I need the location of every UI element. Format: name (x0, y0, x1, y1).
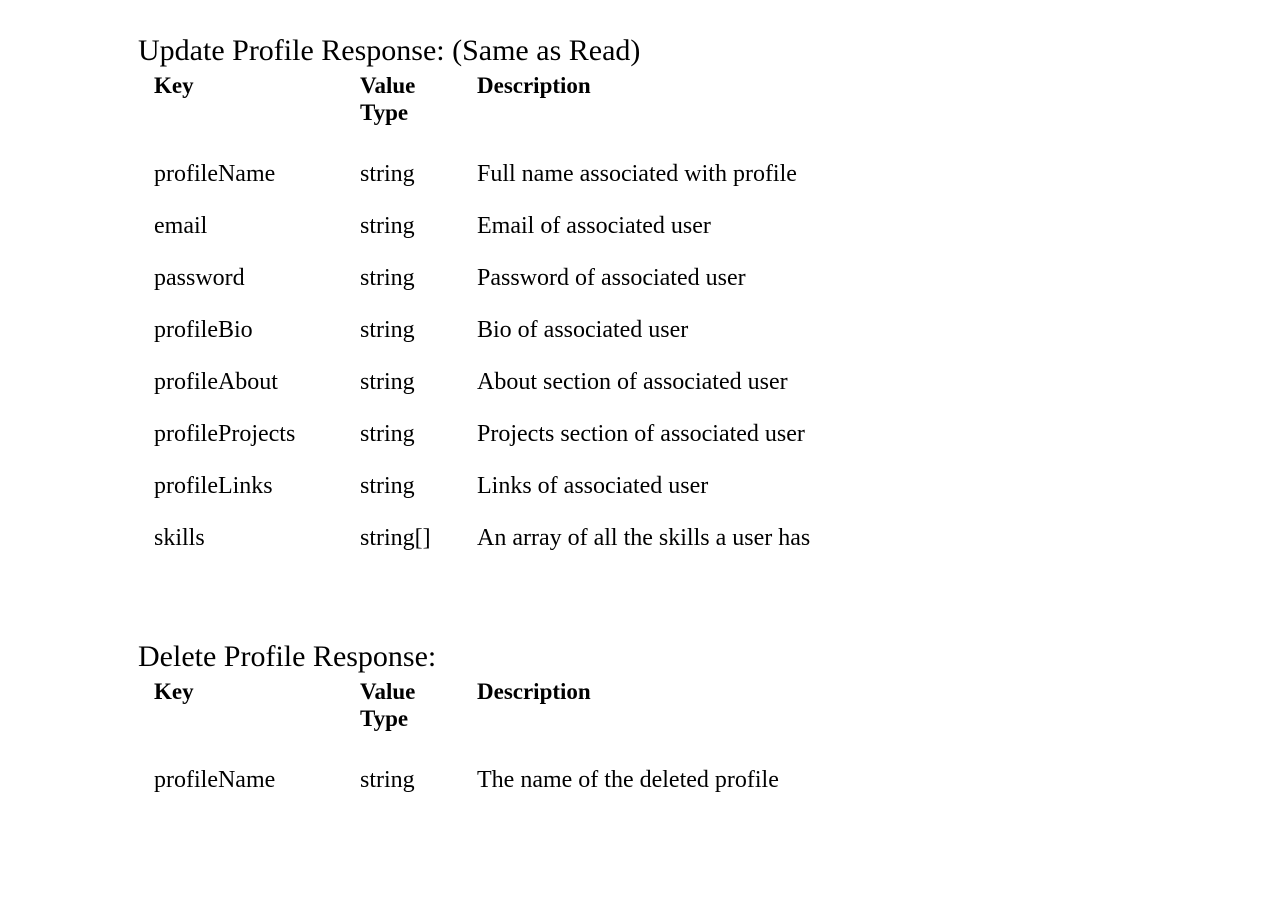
table-header-row (138, 72, 998, 126)
cell-key: profileBio (154, 317, 253, 343)
cell-value-type: string (360, 473, 415, 499)
table-row (138, 460, 998, 512)
table-row (138, 126, 998, 200)
cell-value-type: string (360, 213, 415, 239)
cell-key: profileProjects (154, 421, 296, 447)
column-header-value-type (360, 678, 477, 732)
cell-description: The name of the deleted profile (477, 767, 779, 793)
section-title: Delete Profile Response: (138, 640, 437, 673)
cell-description: An array of all the skills a user has (477, 525, 811, 551)
section-update-profile-response (138, 34, 1138, 564)
table-row (138, 408, 998, 460)
table-header (138, 678, 998, 732)
column-header-value-type-line1: Value (360, 73, 416, 98)
table-row (138, 200, 998, 252)
cell-value-type: string[] (360, 525, 431, 551)
cell-description: Links of associated user (477, 473, 709, 499)
cell-key: email (154, 213, 208, 239)
table-header-row (138, 678, 998, 732)
column-header-value-type (360, 72, 477, 126)
table-body (138, 126, 998, 564)
cell-key: profileLinks (154, 473, 273, 499)
cell-key: skills (154, 525, 205, 551)
cell-value-type: string (360, 369, 415, 395)
cell-value-type: string (360, 161, 415, 187)
table-row (138, 252, 998, 304)
column-header-value-type-line2: Type (360, 706, 409, 731)
column-header-key: Key (154, 679, 194, 704)
cell-value-type: string (360, 317, 415, 343)
column-header-description: Description (477, 73, 591, 98)
table-row (138, 512, 998, 564)
cell-description: Bio of associated user (477, 317, 689, 343)
section-title: Update Profile Response: (Same as Read) (138, 34, 641, 67)
column-header-value-type-line2: Type (360, 100, 409, 125)
cell-value-type: string (360, 265, 415, 291)
column-header-value-type-line1: Value (360, 679, 416, 704)
cell-value-type: string (360, 767, 415, 793)
table-header (138, 72, 998, 126)
table-row (138, 304, 998, 356)
cell-key: profileAbout (154, 369, 278, 395)
cell-description: Password of associated user (477, 265, 746, 291)
cell-value-type: string (360, 421, 415, 447)
cell-description: Full name associated with profile (477, 161, 797, 187)
cell-key: profileName (154, 767, 276, 793)
cell-description: About section of associated user (477, 369, 788, 395)
column-header-description: Description (477, 679, 591, 704)
table-body (138, 732, 998, 806)
cell-key: password (154, 265, 245, 291)
delete-profile-response-table (138, 678, 998, 806)
column-header-key: Key (154, 73, 194, 98)
cell-description: Projects section of associated user (477, 421, 805, 447)
table-row (138, 356, 998, 408)
cell-key: profileName (154, 161, 276, 187)
cell-description: Email of associated user (477, 213, 711, 239)
table-row (138, 732, 998, 806)
section-delete-profile-response (138, 640, 1138, 806)
update-profile-response-table (138, 72, 998, 564)
